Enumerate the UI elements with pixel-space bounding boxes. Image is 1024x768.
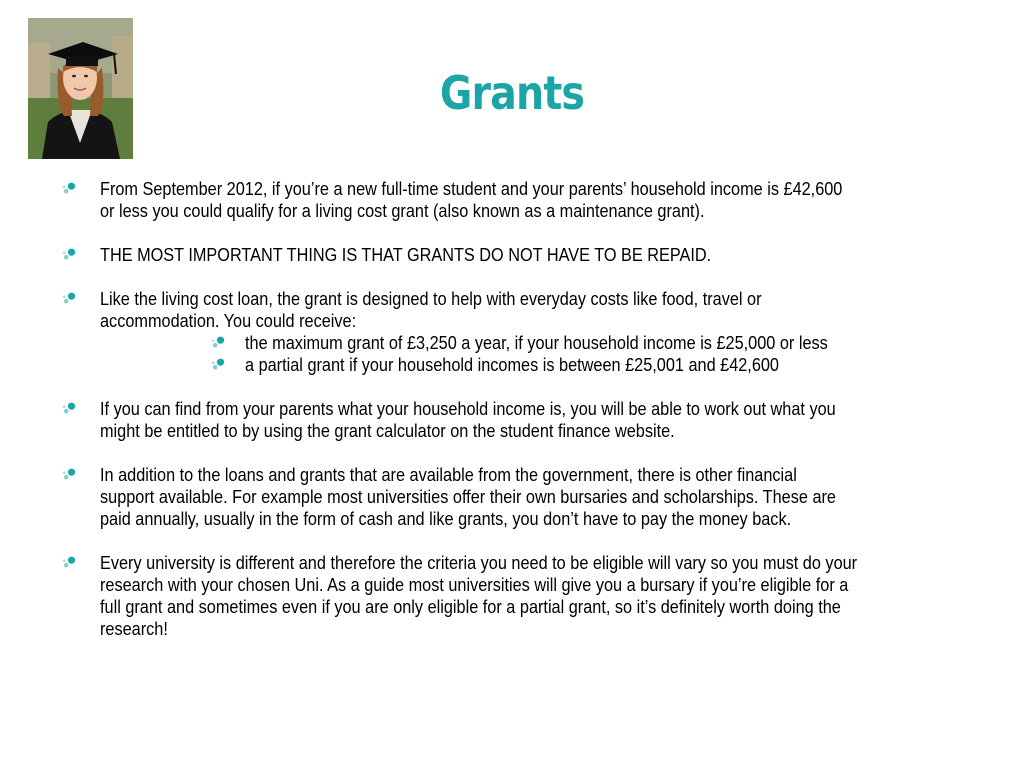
dot-cluster-icon [61,181,77,197]
bullet-line: From September 2012, if you’re a new full-time student and your parents’ household income is £42,600 [100,178,843,199]
bullet-line: accommodation. You could receive: [100,310,357,331]
bullet-line: support available. For example most universities offer their own bursaries and scholarships. These are [100,486,836,507]
dot-cluster-icon [61,401,77,417]
bullet-item [0,288,980,376]
bullet-text [100,398,874,442]
bullet-list [0,178,1024,662]
bullet-item [0,244,980,266]
slide-title: Grants [439,66,585,120]
bullet-item [0,178,980,222]
bullet-line: might be entitled to by using the grant calculator on the student finance website. [100,420,675,441]
dot-cluster-icon [61,555,77,571]
dot-cluster-icon [61,247,77,263]
sub-bullet-item [100,354,980,376]
sub-bullet-text: a partial grant if your household incomes is between £25,001 and £42,600 [245,354,779,375]
bullet-line: paid annually, usually in the form of cash and like grants, you don’t have to pay the money back. [100,508,792,529]
bullet-item [0,398,980,442]
bullet-line: research! [100,618,168,639]
bullet-line: Every university is different and therefore the criteria you need to be eligible will vary so you must do your [100,552,858,573]
bullet-text [100,244,874,266]
bullet-text [100,552,874,640]
bullet-item [0,464,980,530]
bullet-line: If you can find from your parents what your household income is, you will be able to work out what you [100,398,836,419]
bullet-text [100,288,874,332]
bullet-text [100,464,874,530]
dot-cluster-icon [61,291,77,307]
bullet-text [100,178,874,222]
bullet-line: Like the living cost loan, the grant is designed to help with everyday costs like food, travel or [100,288,762,309]
dot-cluster-icon [210,357,226,373]
bullet-line: full grant and sometimes even if you are only eligible for a partial grant, so it’s definitely worth doing the [100,596,841,617]
sub-bullet-item [100,332,980,354]
bullet-item [0,552,980,640]
sub-bullet-text: the maximum grant of £3,250 a year, if your household income is £25,000 or less [245,332,828,353]
bullet-line: or less you could qualify for a living cost grant (also known as a maintenance grant). [100,200,705,221]
dot-cluster-icon [61,467,77,483]
dot-cluster-icon [210,335,226,351]
bullet-line: research with your chosen Uni. As a guide most universities will give you a bursary if you’re eligible for a [100,574,849,595]
bullet-line: In addition to the loans and grants that are available from the government, there is other financial [100,464,797,485]
bullet-line: THE MOST IMPORTANT THING IS THAT GRANTS DO NOT HAVE TO BE REPAID. [100,244,712,265]
